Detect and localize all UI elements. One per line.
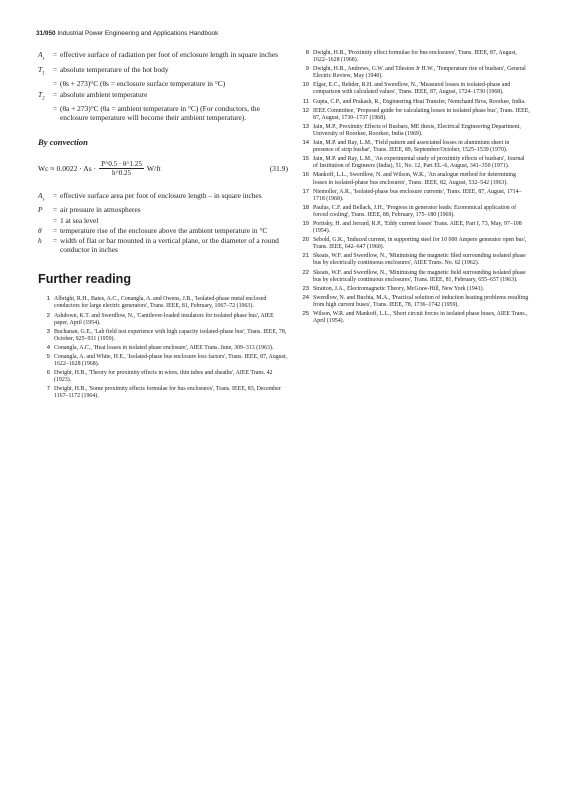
right-column bbox=[297, 50, 530, 327]
reference-number: 21 bbox=[302, 253, 309, 260]
definition-item bbox=[38, 236, 288, 254]
definition-item bbox=[38, 65, 288, 79]
reference-item bbox=[297, 172, 530, 186]
reference-number: 1 bbox=[46, 296, 50, 303]
reference-text: Swerdlow, N. and Buchta, M.A., 'Practical solution of induction heating problems resulting from high current buses', Trans. IEEE, 78, 1736–1742 (1959). bbox=[313, 294, 529, 308]
reference-text: Stratton, J.A., Electromagnetic Theory, McGraw-Hill, New York (1941). bbox=[313, 285, 485, 292]
reference-item bbox=[297, 221, 530, 235]
definition-symbol: $T_2$ bbox=[38, 89, 45, 102]
definition-text: absolute temperature of the hot body bbox=[60, 64, 169, 74]
reference-item bbox=[297, 66, 530, 80]
reference-number: 16 bbox=[302, 172, 309, 179]
definition-item bbox=[38, 90, 288, 104]
reference-text: Skeats, W.F. and Swerdlow, N., 'Minimising the magnetic filed surrounding isolated phase bus by electrically continuous enclosures', AIEE Trans. No. 62 (1962). bbox=[313, 253, 526, 267]
reference-text: Conangla, A.C., 'Heat losses in isolated phase enclosure', AIEE Trans. June, 309–313 (1963). bbox=[54, 344, 274, 351]
left-column bbox=[38, 50, 288, 403]
reference-text: IEEE Committee, 'Proposed guide for calculating losses in isolated phase bus', Trans. IEEE, 87, August, 1730–1737 (1968). bbox=[313, 107, 530, 121]
definition-symbol bbox=[38, 79, 50, 88]
equals-sign: = bbox=[52, 104, 58, 114]
reference-number: 7 bbox=[46, 386, 50, 393]
definition-item bbox=[38, 205, 288, 214]
reference-item bbox=[297, 270, 530, 284]
reference-list-right bbox=[297, 50, 530, 325]
definition-text: effective surface of radiation per foot of enclosure length in square inches bbox=[60, 50, 279, 59]
equals-sign: = bbox=[52, 79, 58, 89]
reference-number: 23 bbox=[302, 285, 309, 292]
definition-symbol: $A_s$ bbox=[38, 190, 45, 203]
running-header bbox=[36, 30, 218, 37]
reference-item bbox=[297, 156, 530, 170]
formula-denominator: h^0.25 bbox=[111, 169, 132, 178]
reference-number: 14 bbox=[302, 140, 309, 147]
equals-sign: = bbox=[52, 235, 58, 245]
reference-number: 25 bbox=[302, 311, 309, 317]
page-number: 31/950 bbox=[36, 30, 56, 37]
reference-number: 18 bbox=[302, 204, 309, 211]
reference-text: Jain, M.P. and Ray, L.M., 'An experimental study of proximity effects of busbars', Journal of Institution of Engineers (India), 51, No. 12, Part EL–6, August, 341–350 (1971). bbox=[313, 156, 525, 170]
symbol-subscript: s bbox=[42, 197, 45, 203]
reference-text: Dwight, H.B., 'Theory for proximity effects in wires, thin tubes and sheaths', AIEE Trans. 42 (1923). bbox=[54, 370, 273, 384]
reference-number: 9 bbox=[305, 66, 309, 73]
convection-heading: By convection bbox=[38, 136, 88, 147]
definition-text: temperature rise of the enclosure above the ambient temperature in °C bbox=[60, 225, 268, 235]
definition-symbol: P bbox=[38, 205, 43, 215]
reference-number: 10 bbox=[302, 82, 309, 89]
book-title: Industrial Power Engineering and Applications Handbook bbox=[57, 30, 219, 37]
reference-text: Paulus, C.F. and Bellack, J.H., 'Progress in generator leads: Economical application of forced cooling', Trans. IEEE, 88, February, 175–180 (1969). bbox=[313, 204, 517, 218]
reference-item bbox=[38, 313, 288, 327]
reference-list-left bbox=[38, 296, 288, 400]
equals-sign: = bbox=[52, 50, 58, 59]
reference-text: Wilson, W.R. and Mankoff, L.L., 'Short circuit forces in isolated phase buses, AIEE Trans., April (1954). bbox=[313, 311, 528, 325]
reference-item bbox=[297, 108, 530, 122]
formula-numerator: P^0.5 · θ^1.25 bbox=[101, 160, 142, 169]
reference-text: Buchanan, G.E., 'Lab field test experience with high capacity isolated-phase bus', Trans. IEEE, 78, October, 925–931 (1959). bbox=[54, 328, 287, 342]
reference-item bbox=[38, 354, 288, 368]
definition-symbol: $A_s$ bbox=[38, 50, 45, 62]
reference-text: Dwight, H.B., Andrews, G.W. and Tileston Jr H.W., 'Temperature rise of busbars', General Electric Review, May (1940). bbox=[313, 66, 526, 80]
reference-item bbox=[297, 99, 530, 106]
convection-formula bbox=[38, 155, 288, 183]
reference-text: Jain, M.P., Proximity Effects of Busbars, ME thesis, Electrical Engineering Department, University of Roorkee, Roorkee, India (1969). bbox=[313, 123, 521, 137]
reference-item bbox=[297, 124, 530, 138]
reference-item bbox=[38, 370, 288, 384]
reference-text: Sebold, G.K., 'Induced current, in supporting steel for 10 000 Ampere generator open bus', Trans. IEEE, 642–647 (1960). bbox=[313, 237, 527, 251]
formula-lhs: Wc ≈ 0.0022 · As · bbox=[38, 164, 97, 174]
reference-number: 8 bbox=[305, 50, 309, 56]
reference-text: Elgar, E.C., Rehder, R.H. and Swerdlow, N., 'Measured losses in isolated-phase and comparison with calculated values', Trans. IEEE, 87, August, 1724–1730 (1968). bbox=[313, 82, 511, 96]
reference-number: 12 bbox=[302, 107, 309, 114]
reference-number: 5 bbox=[46, 353, 50, 360]
reference-text: Dwight, H.B., 'Some proximity effects formulae for bus enclosures', Trans. IEEE, 83, December 1167–1172 (1964). bbox=[54, 386, 281, 400]
reference-text: Gupta, C.P., and Prakash, R., Engineering Heat Transfer, Nemchand Bros, Roorkee, India. bbox=[313, 98, 526, 105]
reference-text: Dwight, H.B., 'Proximity effect formulae for bus enclosures', Trans. IEEE, 87, August, 1622–1628 (1968). bbox=[313, 50, 517, 64]
formula-unit: W/ft bbox=[146, 164, 161, 174]
formula-fraction bbox=[99, 160, 144, 177]
definition-symbol: θ bbox=[38, 225, 42, 235]
formula-body bbox=[38, 160, 256, 177]
reference-text: Poritsky, H. and Jerrard, R.P., 'Eddy current losses' Trans. AIEE, Part I, 73, May, 97–108 (1954). bbox=[313, 220, 522, 235]
reference-item bbox=[38, 386, 288, 400]
definition-text: (θs + 273)°C (θs = enclosure surface temperature in °C) bbox=[60, 79, 226, 89]
convection-definitions bbox=[38, 191, 288, 255]
equals-sign: = bbox=[52, 225, 58, 235]
definition-symbol: h bbox=[38, 235, 42, 245]
reference-item bbox=[297, 205, 530, 219]
reference-item bbox=[297, 253, 530, 267]
reference-item bbox=[297, 140, 530, 154]
definition-text: absolute ambient temperature bbox=[60, 89, 148, 99]
reference-text: Mankoff, L.L., Swerdlow, N. and Wilson, W.R., 'An analogue method for determining losses in isolated-phase bus enclosures', Trans. IEEE, 82, August, 532–542 (1963). bbox=[313, 172, 516, 186]
reference-item bbox=[297, 237, 530, 251]
reference-number: 24 bbox=[302, 294, 309, 301]
definition-text: air pressure in atmospheres bbox=[60, 205, 141, 215]
reference-text: Conangla, A. and White, H.E., 'Isolated-phase bus enclosure loss factors', Trans. IEEE, 87, August, 1622–1628 (1968). bbox=[54, 353, 288, 368]
reference-item bbox=[297, 295, 530, 309]
further-reading-heading: Further reading bbox=[38, 272, 132, 287]
reference-text: Skeats, W.F. and Swerdlow, N., 'Minimising the magnetic field surrounding isolated phase bus by electrically continuous enclosures', Trans. IEEE, 81, February, 655–657 (1963). bbox=[313, 269, 526, 283]
reference-text: Albright, R.H., Bates, A.C., Conangla, A. and Owens, J.B., 'Isolated-phase metal enclosed conductors for large electric generators', Trans. IEEE, 81, February, 1067–72 (1963). bbox=[54, 296, 267, 310]
definition-symbol bbox=[38, 104, 50, 122]
reference-number: 15 bbox=[302, 156, 309, 163]
symbol-subscript: 1 bbox=[42, 71, 45, 77]
reference-number: 13 bbox=[302, 123, 309, 130]
equals-sign: = bbox=[52, 205, 58, 215]
reference-number: 19 bbox=[302, 220, 309, 227]
equals-sign: = bbox=[52, 190, 58, 200]
definition-text: effective surface area per foot of enclosure length – in square inches bbox=[60, 190, 262, 200]
definition-item bbox=[38, 226, 288, 235]
reference-text: Niemoller, A.R., 'Isolated-phase bus enclosure currents', Trans. IEEE, 87, August, 1714–1718 (1968). bbox=[313, 188, 522, 202]
definition-item bbox=[38, 104, 288, 122]
symbol-subscript: 2 bbox=[42, 96, 45, 102]
reference-text: Jain, M.P. and Ray, L.M., 'Field pattern and associated losses in aluminium sheet in presence of strip busbar', Trans. IEEE, 89, September/October, 1525–1539 (1970). bbox=[313, 140, 510, 154]
reference-number: 6 bbox=[46, 370, 50, 377]
reference-item bbox=[38, 329, 288, 343]
reference-item bbox=[297, 286, 530, 293]
equals-sign: = bbox=[52, 89, 58, 99]
symbol-subscript: s bbox=[42, 56, 45, 62]
definition-item bbox=[38, 191, 288, 205]
equation-number: (31.9) bbox=[269, 164, 288, 174]
definition-text: (θa + 273)°C (θa = ambient temperature in °C) (For conductors, the enclosure temperature will become their ambient temperature). bbox=[60, 104, 260, 123]
equals-sign: = bbox=[52, 215, 58, 225]
reference-number: 20 bbox=[302, 237, 309, 244]
reference-item bbox=[297, 50, 530, 64]
definition-text: 1 at sea level bbox=[60, 215, 99, 225]
reference-number: 17 bbox=[302, 188, 309, 195]
reference-number: 22 bbox=[302, 269, 309, 276]
equals-sign: = bbox=[52, 64, 58, 74]
reference-item bbox=[297, 311, 530, 325]
reference-text: Ashdown, K.T. and Swerdlow, N., 'Cantilever-loaded insulators for isolated phase bus', AIEE paper, April (1954). bbox=[54, 312, 274, 326]
reference-item bbox=[297, 82, 530, 96]
definition-item bbox=[38, 79, 288, 88]
reference-item bbox=[38, 296, 288, 310]
reference-number: 11 bbox=[302, 98, 309, 105]
radiation-definitions bbox=[38, 50, 288, 123]
definition-symbol bbox=[38, 216, 50, 225]
definition-item bbox=[38, 216, 288, 225]
reference-item bbox=[38, 345, 288, 352]
reference-number: 3 bbox=[46, 328, 50, 335]
reference-item bbox=[297, 189, 530, 203]
reference-number: 4 bbox=[46, 344, 50, 351]
definition-text: width of flat or bar mounted in a vertical plane, or the diameter of a round conductor in inches bbox=[60, 235, 279, 255]
definition-symbol: $T_1$ bbox=[38, 64, 45, 77]
definition-item bbox=[38, 50, 288, 64]
reference-number: 2 bbox=[46, 312, 50, 319]
